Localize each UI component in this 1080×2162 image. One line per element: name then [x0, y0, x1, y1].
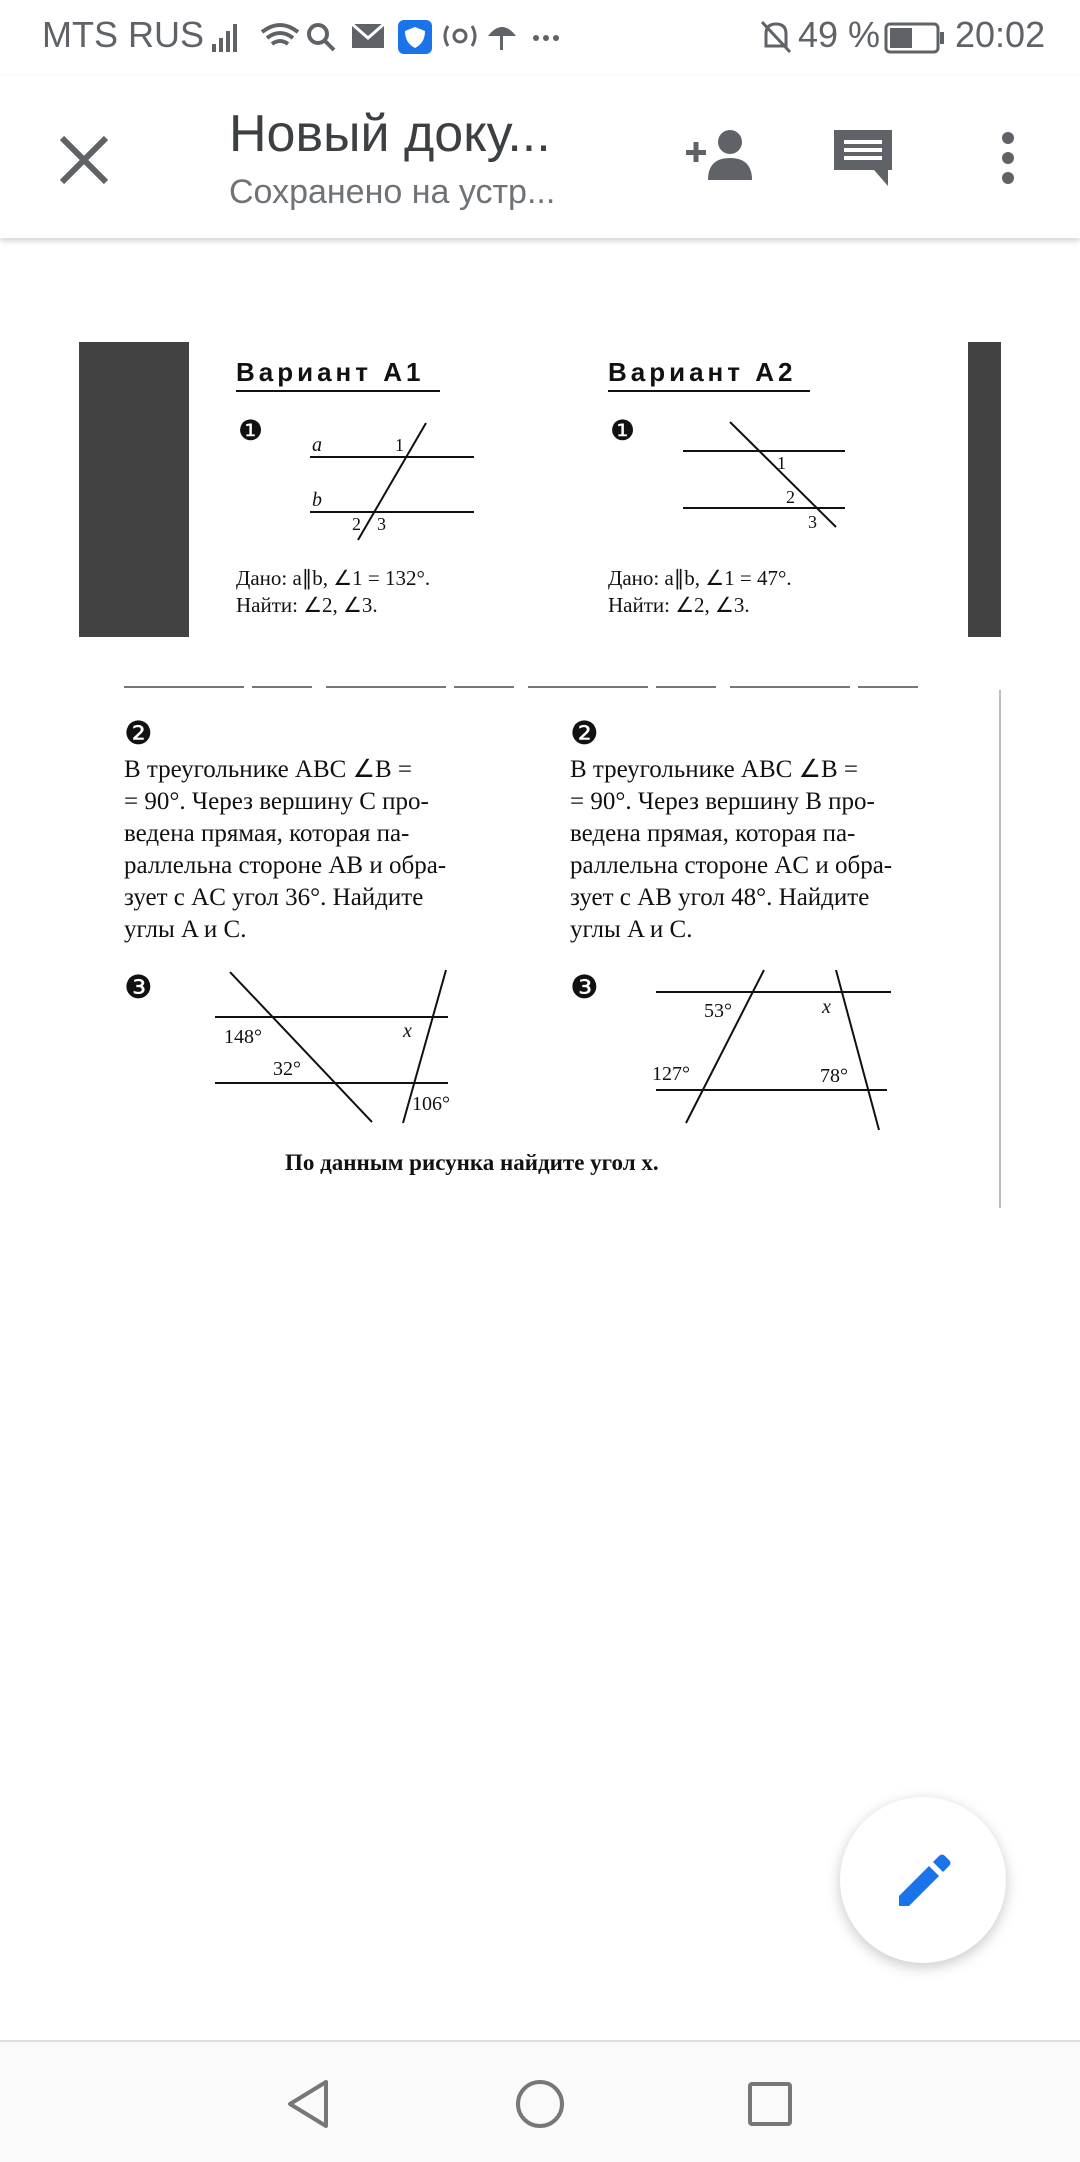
- a1-task2-line: раллельна стороне AB и обра-: [124, 852, 447, 879]
- a1-label-3: 3: [377, 514, 386, 534]
- a1-task2-line: углы A и C.: [124, 916, 247, 943]
- variant-a1-heading: Вариант А1: [236, 357, 425, 387]
- a1-task1-number: ❶: [238, 415, 264, 446]
- save-status: Сохранено на устр...: [229, 173, 556, 211]
- a2-task2-number: ❷: [570, 715, 599, 751]
- a2-fig3-label-53: 53°: [704, 1000, 732, 1022]
- pencil-icon: [893, 1850, 953, 1910]
- a1-task2-line: = 90°. Через вершину C про-: [124, 788, 429, 815]
- a1-task2-number: ❷: [124, 715, 153, 751]
- a2-fig3-label-127: 127°: [652, 1063, 690, 1085]
- right-dark-bar: [968, 342, 1001, 637]
- a1-fig3-label-32: 32°: [273, 1058, 301, 1080]
- a2-fig3-label-x: x: [822, 996, 831, 1018]
- home-icon[interactable]: [514, 2078, 566, 2130]
- a2-task2-line: В треугольнике ABC ∠B =: [570, 756, 859, 783]
- a1-fig3-label-x: x: [403, 1020, 412, 1042]
- a2-task2-line: углы A и C.: [570, 916, 693, 943]
- back-icon[interactable]: [284, 2078, 334, 2130]
- a1-label-b: b: [312, 489, 322, 511]
- document-title[interactable]: Новый доку...: [229, 105, 551, 163]
- a1-task3-number: ❸: [124, 969, 153, 1005]
- a2-label-1: 1: [777, 453, 786, 473]
- a1-label-2: 2: [352, 514, 361, 534]
- a1-label-a: a: [312, 434, 322, 456]
- a1-fig3-label-148: 148°: [224, 1026, 262, 1048]
- a1-task2-line: зует с AC угол 36°. Найдите: [124, 884, 424, 911]
- a2-task2-line: зует с AB угол 48°. Найдите: [570, 884, 870, 911]
- a2-task2-line: = 90°. Через вершину B про-: [570, 788, 875, 815]
- clock: 20:02: [955, 14, 1046, 55]
- edit-button[interactable]: [840, 1797, 1006, 1963]
- a1-find: Найти: ∠2, ∠3.: [236, 593, 378, 617]
- a2-task2-line: раллельна стороне AC и обра-: [570, 852, 893, 879]
- a2-find: Найти: ∠2, ∠3.: [608, 593, 750, 617]
- variant-a2-heading: Вариант А2: [608, 357, 797, 387]
- a1-label-1: 1: [395, 435, 404, 455]
- a1-task2-line: В треугольнике ABC ∠B =: [124, 756, 413, 783]
- left-dark-bar: [79, 342, 189, 637]
- a2-label-2: 2: [786, 487, 795, 507]
- a2-given: Дано: a∥b, ∠1 = 47°.: [608, 566, 792, 590]
- task3-caption: По данным рисунка найдите угол x.: [285, 1150, 659, 1175]
- a1-given: Дано: a∥b, ∠1 = 132°.: [236, 566, 431, 590]
- a2-task3-number: ❸: [570, 969, 599, 1005]
- navigation-bar: [0, 2040, 1080, 2162]
- recents-icon[interactable]: [746, 2080, 794, 2128]
- a1-task2-line: ведена прямая, которая па-: [124, 820, 410, 847]
- a2-label-3: 3: [808, 512, 817, 532]
- battery-percent: 49 %: [798, 14, 881, 55]
- carrier-name: MTS RUS: [42, 14, 204, 55]
- a2-fig3-label-78: 78°: [820, 1065, 848, 1087]
- a2-task2-line: ведена прямая, которая па-: [570, 820, 856, 847]
- a2-task1-number: ❶: [610, 415, 636, 446]
- a1-fig3-label-106: 106°: [412, 1093, 450, 1115]
